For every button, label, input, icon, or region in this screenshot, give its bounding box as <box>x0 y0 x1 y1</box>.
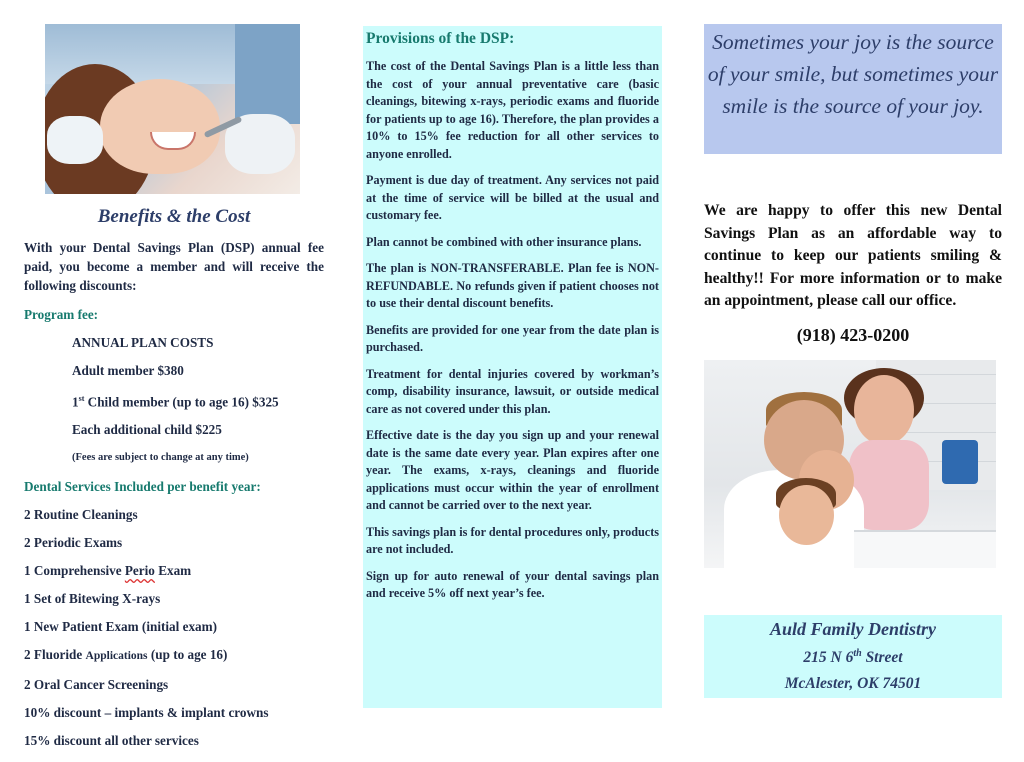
additional-child-cost: Each additional child $225 <box>72 422 222 438</box>
street-address: 215 N 6th Street <box>803 647 903 666</box>
program-fee-title: Program fee: <box>24 307 99 322</box>
provision-paragraph: Effective date is the day you sign up and your renewal date is the same date every year. Plan expires after one year. The exams, x-rays, cleanings and fluoride applications must occur within the year of enrollment and cannot be carried over to the next year. <box>366 428 659 512</box>
fee-change-note: (Fees are subject to change at any time) <box>72 452 249 464</box>
list-item: 1 New Patient Exam (initial exam) <box>24 619 218 635</box>
list-item: 1 Set of Bitewing X-rays <box>24 591 161 607</box>
quote-box <box>704 24 1002 154</box>
patient-in-dental-chair-photo <box>45 24 300 194</box>
child-member-cost: 1st Child member (up to age 16) $325 <box>72 394 279 410</box>
benefits-intro: With your Dental Savings Plan (DSP) annual fee paid, you become a member and will receive the following discounts: <box>24 240 324 293</box>
practice-name: Auld Family Dentistry <box>769 618 937 639</box>
list-item: 2 Routine Cleanings <box>24 507 138 523</box>
city-state-zip: McAlester, OK 74501 <box>784 674 922 692</box>
list-item: 10% discount – implants & implant crowns <box>24 705 269 721</box>
list-item: 2 Periodic Exams <box>24 535 123 551</box>
list-item: 2 Oral Cancer Screenings <box>24 677 169 693</box>
provision-paragraph: This savings plan is for dental procedures only, products are not included. <box>366 524 659 556</box>
adult-member-cost: Adult member $380 <box>72 363 184 378</box>
provision-paragraph: The cost of the Dental Savings Plan is a little less than the cost of your annual preventative care (basic cleanings, bitewing x-rays, periodic exams and fluoride for patients up to age 16). Therefore, the plan provides a 10% to 15% fee reduction for all other services to anyone enrolled. <box>366 59 659 161</box>
plan-costs-heading: ANNUAL PLAN COSTS <box>72 335 214 350</box>
phone-number: (918) 423-0200 <box>796 324 910 345</box>
provision-paragraph: The plan is NON-TRANSFERABLE. Plan fee is NON-REFUNDABLE. No refunds given if patient chooses not to use their dental discount benefits. <box>366 261 659 310</box>
provision-paragraph: Plan cannot be combined with other insurance plans. <box>366 234 642 249</box>
provision-paragraph: Payment is due day of treatment. Any services not paid at the time of service will be billed at the usual and customary fee. <box>366 173 659 222</box>
provision-paragraph: Sign up for auto renewal of your dental savings plan and receive 5% off next year’s fee. <box>366 568 659 600</box>
services-list <box>24 505 324 750</box>
services-title: Dental Services Included per benefit year: <box>24 479 261 495</box>
plan-costs-list <box>24 333 324 467</box>
list-item: 2 Fluoride Applications (up to age 16) <box>24 647 228 663</box>
provisions-title: Provisions of the DSP: <box>366 30 515 47</box>
family-brushing-teeth-photo <box>704 360 996 568</box>
benefits-title: Benefits & the Cost <box>97 206 251 227</box>
offer-text: We are happy to offer this new Dental Savings Plan as an affordable way to continue to keep our patients smiling & healthy!! For more information or to make an appointment, please call our office. <box>704 202 1002 309</box>
provision-paragraph: Treatment for dental injuries covered by workman’s comp, disability insurance, lawsuit, or outside medical care as not covered under this plan. <box>366 366 659 416</box>
provisions-panel <box>363 26 662 708</box>
contact-column <box>704 24 1002 698</box>
list-item: 15% discount all other services <box>24 733 199 749</box>
smile-quote: Sometimes your joy is the source of your smile, but sometimes your smile is the source of your joy. <box>707 30 999 118</box>
benefits-column <box>24 24 324 759</box>
address-box <box>704 615 1002 698</box>
provision-paragraph: Benefits are provided for one year from the date plan is purchased. <box>366 322 659 354</box>
list-item: 1 Comprehensive Perio Exam <box>24 563 192 579</box>
